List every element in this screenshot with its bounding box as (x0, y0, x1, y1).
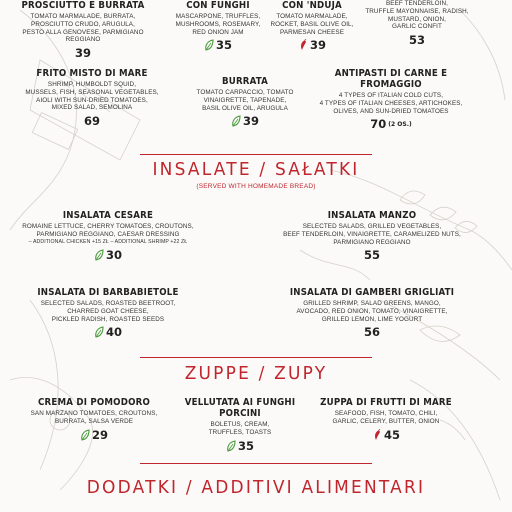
dish-name: ANTIPASTI DI CARNE E FROMAGGIO (334, 68, 448, 90)
desc-line: ROMAINE LETTUCE, CHERRY TOMATOES, CROUTONS, (22, 223, 194, 230)
desc-line: AIOLI WITH SUN-DRIED TOMATOES, (36, 96, 148, 104)
dish-description (362, 0, 472, 31)
dish-description (170, 421, 310, 437)
dish-name: VELLUTATA AI FUNGHI PORCINI (184, 397, 296, 419)
desc-line: PARMESAN CHEESE (279, 28, 345, 36)
desc-line: GRILLED LEMON, LIME YOGURT (321, 315, 423, 323)
price-value: 69 (83, 114, 100, 129)
price-value: 29 (91, 427, 108, 442)
leaf-icon (226, 440, 236, 452)
dish-description (306, 92, 476, 115)
dish-name: INSALATA DI BARBABIETOLE (37, 287, 179, 298)
leaf-icon (204, 39, 214, 51)
desc-line: TOMATO MARMALADE, (276, 13, 348, 20)
dish-name: CON FUNGHI (186, 0, 250, 11)
dish-name: ZUPPA DI FRUTTI DI MARE (320, 397, 452, 408)
dish-name: INSALATA MANZO (327, 210, 417, 221)
desc-line: PARMIGIANO REGGIANO (333, 238, 411, 246)
price-value: 56 (363, 325, 380, 340)
desc-line: TOMATO MARMALADE, BURRATA, (30, 13, 136, 20)
desc-line: VINAIGRETTE, TAPENADE, (203, 96, 287, 104)
dish-frito-misto-di-mare (22, 68, 162, 130)
desc-line: MUSSELS, FISH, SEASONAL VEGETABLES, (25, 88, 159, 96)
dish-crema-di-pomodoro (24, 397, 164, 446)
dish-description (18, 223, 198, 246)
price-value: 70 (370, 117, 387, 132)
dish-insalata-di-gamberi-grigliati (288, 287, 456, 341)
section-title-dodatki: DODATKI / ADDITIVI ALIMENTARI (86, 477, 426, 499)
dish-con-nduja (268, 0, 356, 56)
desc-line: BURRATA, SALSA VERDE (54, 417, 134, 425)
desc-line: BEEF TENDERLOIN, (385, 0, 449, 7)
desc-line: MIXED SALAD, SEMOLINA (51, 104, 133, 112)
price-value: 35 (215, 38, 232, 53)
section-title-insalate: INSALATE / SAŁATKI (152, 159, 360, 181)
desc-line: MUSTARD, ONION, (387, 15, 447, 23)
desc-line: SHRIMP, HUMBOLDT SQUID, (47, 81, 137, 88)
dish-description (28, 300, 188, 323)
price-value: 55 (363, 248, 380, 263)
section-subtitle: (SERVED WITH HOMEMADE BREAD) (196, 183, 316, 190)
price-value: 30 (105, 248, 122, 263)
desc-line: GRILLED SHRIMP, SALAD GREENS, MANGO, (303, 300, 441, 307)
desc-line: GARLIC, CELERY, BUTTER, ONION (332, 417, 440, 425)
dish-insalata-di-barbabietole (28, 287, 188, 343)
dish-vellutata-ai-funghi-porcini (170, 397, 310, 457)
leaf-icon (94, 326, 104, 338)
dish-price (231, 114, 259, 128)
leaf-icon (231, 115, 241, 127)
dish-zuppa-di-frutti-di-mare (318, 397, 454, 446)
desc-line: SELECTED SALADS, GRILLED VEGETABLES, (302, 223, 442, 230)
leaf-icon (94, 249, 104, 261)
dish-description (172, 13, 264, 36)
desc-extra: – ADDITIONAL CHICKEN +15 ZŁ – ADDITIONAL SHRIMP +22 ZŁ (28, 238, 188, 245)
dish-description (8, 13, 158, 44)
dish-description (190, 89, 300, 112)
desc-line: MASCARPONE, TRUFFLES, (175, 13, 261, 20)
price-value: 45 (383, 427, 400, 442)
dish-price (364, 325, 380, 339)
dish-antipasti-di-carne-e-fromaggio (306, 68, 476, 133)
dish-price (84, 114, 100, 128)
desc-line: TOMATO CARPACCIO, TOMATO (196, 89, 294, 96)
dish-beef-tenderloin (362, 0, 472, 49)
price-value: 39 (242, 114, 259, 129)
desc-line: MUSHROOMS, ROSEMARY, (175, 20, 261, 28)
desc-line: 4 TYPES OF ITALIAN COLD CUTS, (338, 92, 444, 99)
section-divider (140, 463, 372, 464)
dish-description (268, 13, 356, 36)
dish-insalata-manzo (282, 210, 462, 264)
dish-description (24, 410, 164, 426)
dish-burrata (190, 76, 300, 132)
desc-line: SAN MARZANO TOMATOES, CROUTONS, (30, 410, 158, 417)
desc-line: SEAFOOD, FISH, TOMATO, CHILI, (334, 410, 438, 417)
dish-name: BURRATA (221, 76, 269, 87)
desc-line: SELECTED SALADS, ROASTED BEETROOT, (40, 300, 176, 307)
desc-line: ROCKET, BASIL OLIVE OIL, (270, 20, 354, 28)
dish-insalata-cesare (18, 210, 198, 266)
dish-price (364, 248, 380, 262)
dish-name: INSALATA DI GAMBERI GRIGLIATI (289, 287, 455, 298)
price-value: 53 (408, 33, 425, 48)
dish-description (22, 81, 162, 112)
dish-name: INSALATA CESARE (62, 210, 154, 221)
dish-price (409, 33, 425, 47)
dish-name: FRITO MISTO DI MARE (36, 68, 148, 79)
desc-line: GARLIC CONFIT (392, 23, 442, 31)
dish-description (318, 410, 454, 426)
desc-line: CHARRED GOAT CHEESE, (67, 307, 149, 315)
section-divider (140, 357, 372, 358)
desc-line: RED ONION JAM (192, 28, 244, 36)
chili-icon (298, 39, 308, 51)
dish-name: CREMA DI POMODORO (37, 397, 150, 408)
desc-line: PICKLED RADISH, ROASTED SEEDS (51, 315, 165, 323)
price-value: 40 (105, 325, 122, 340)
desc-line: AVOCADO, RED ONION, TOMATO, VINAIGRETTE, (296, 307, 448, 315)
desc-line: OLIVES, AND SUN-DRIED TOMATOES (333, 107, 449, 115)
dish-con-funghi (172, 0, 264, 56)
dish-price (94, 325, 122, 339)
desc-line: PROSCIUTTO CRUDO, ARUGULA, (31, 20, 135, 28)
dish-price (298, 38, 326, 52)
dish-name: CON 'NDUJA (282, 0, 342, 11)
desc-line: TRUFFLES, TOASTS (208, 428, 272, 436)
price-value: 39 (74, 46, 91, 61)
desc-line: TRUFFLE MAYONNAISE, RADISH, (365, 7, 469, 15)
dish-prosciutto-e-burrata (8, 0, 158, 62)
desc-line: BOLETUS, CREAM, (210, 421, 270, 428)
desc-line: 4 TYPES OF ITALIAN CHEESES, ARTICHOKES, (319, 99, 463, 107)
desc-line: PARMIGIANO REGGIANO, CAESAR DRESSING (36, 230, 180, 238)
desc-line: PESTO ALLA GENOVESE, PARMIGIANO REGGIANO (22, 28, 144, 44)
dish-price (75, 46, 91, 60)
dish-description (288, 300, 456, 323)
dish-price (94, 248, 122, 262)
section-title-zuppe: ZUPPE / ZUPY (184, 363, 328, 385)
dish-price (80, 428, 108, 442)
desc-line: BEEF TENDERLOIN, VINAIGRETTE, CARAMELIZED NUTS, (283, 230, 461, 238)
dish-price (372, 428, 400, 442)
chili-icon (372, 429, 382, 441)
dish-description (282, 223, 462, 246)
price-note: (2 OS.) (388, 120, 412, 128)
dish-name: PROSCIUTTO E BURRATA (21, 0, 145, 11)
price-value: 35 (237, 438, 254, 453)
section-divider (140, 154, 372, 155)
dish-price (226, 439, 254, 453)
leaf-icon (80, 429, 90, 441)
price-value: 39 (309, 38, 326, 53)
dish-price (370, 117, 411, 131)
dish-price (204, 38, 232, 52)
desc-line: BASIL OLIVE OIL, ARUGULA (202, 104, 288, 112)
